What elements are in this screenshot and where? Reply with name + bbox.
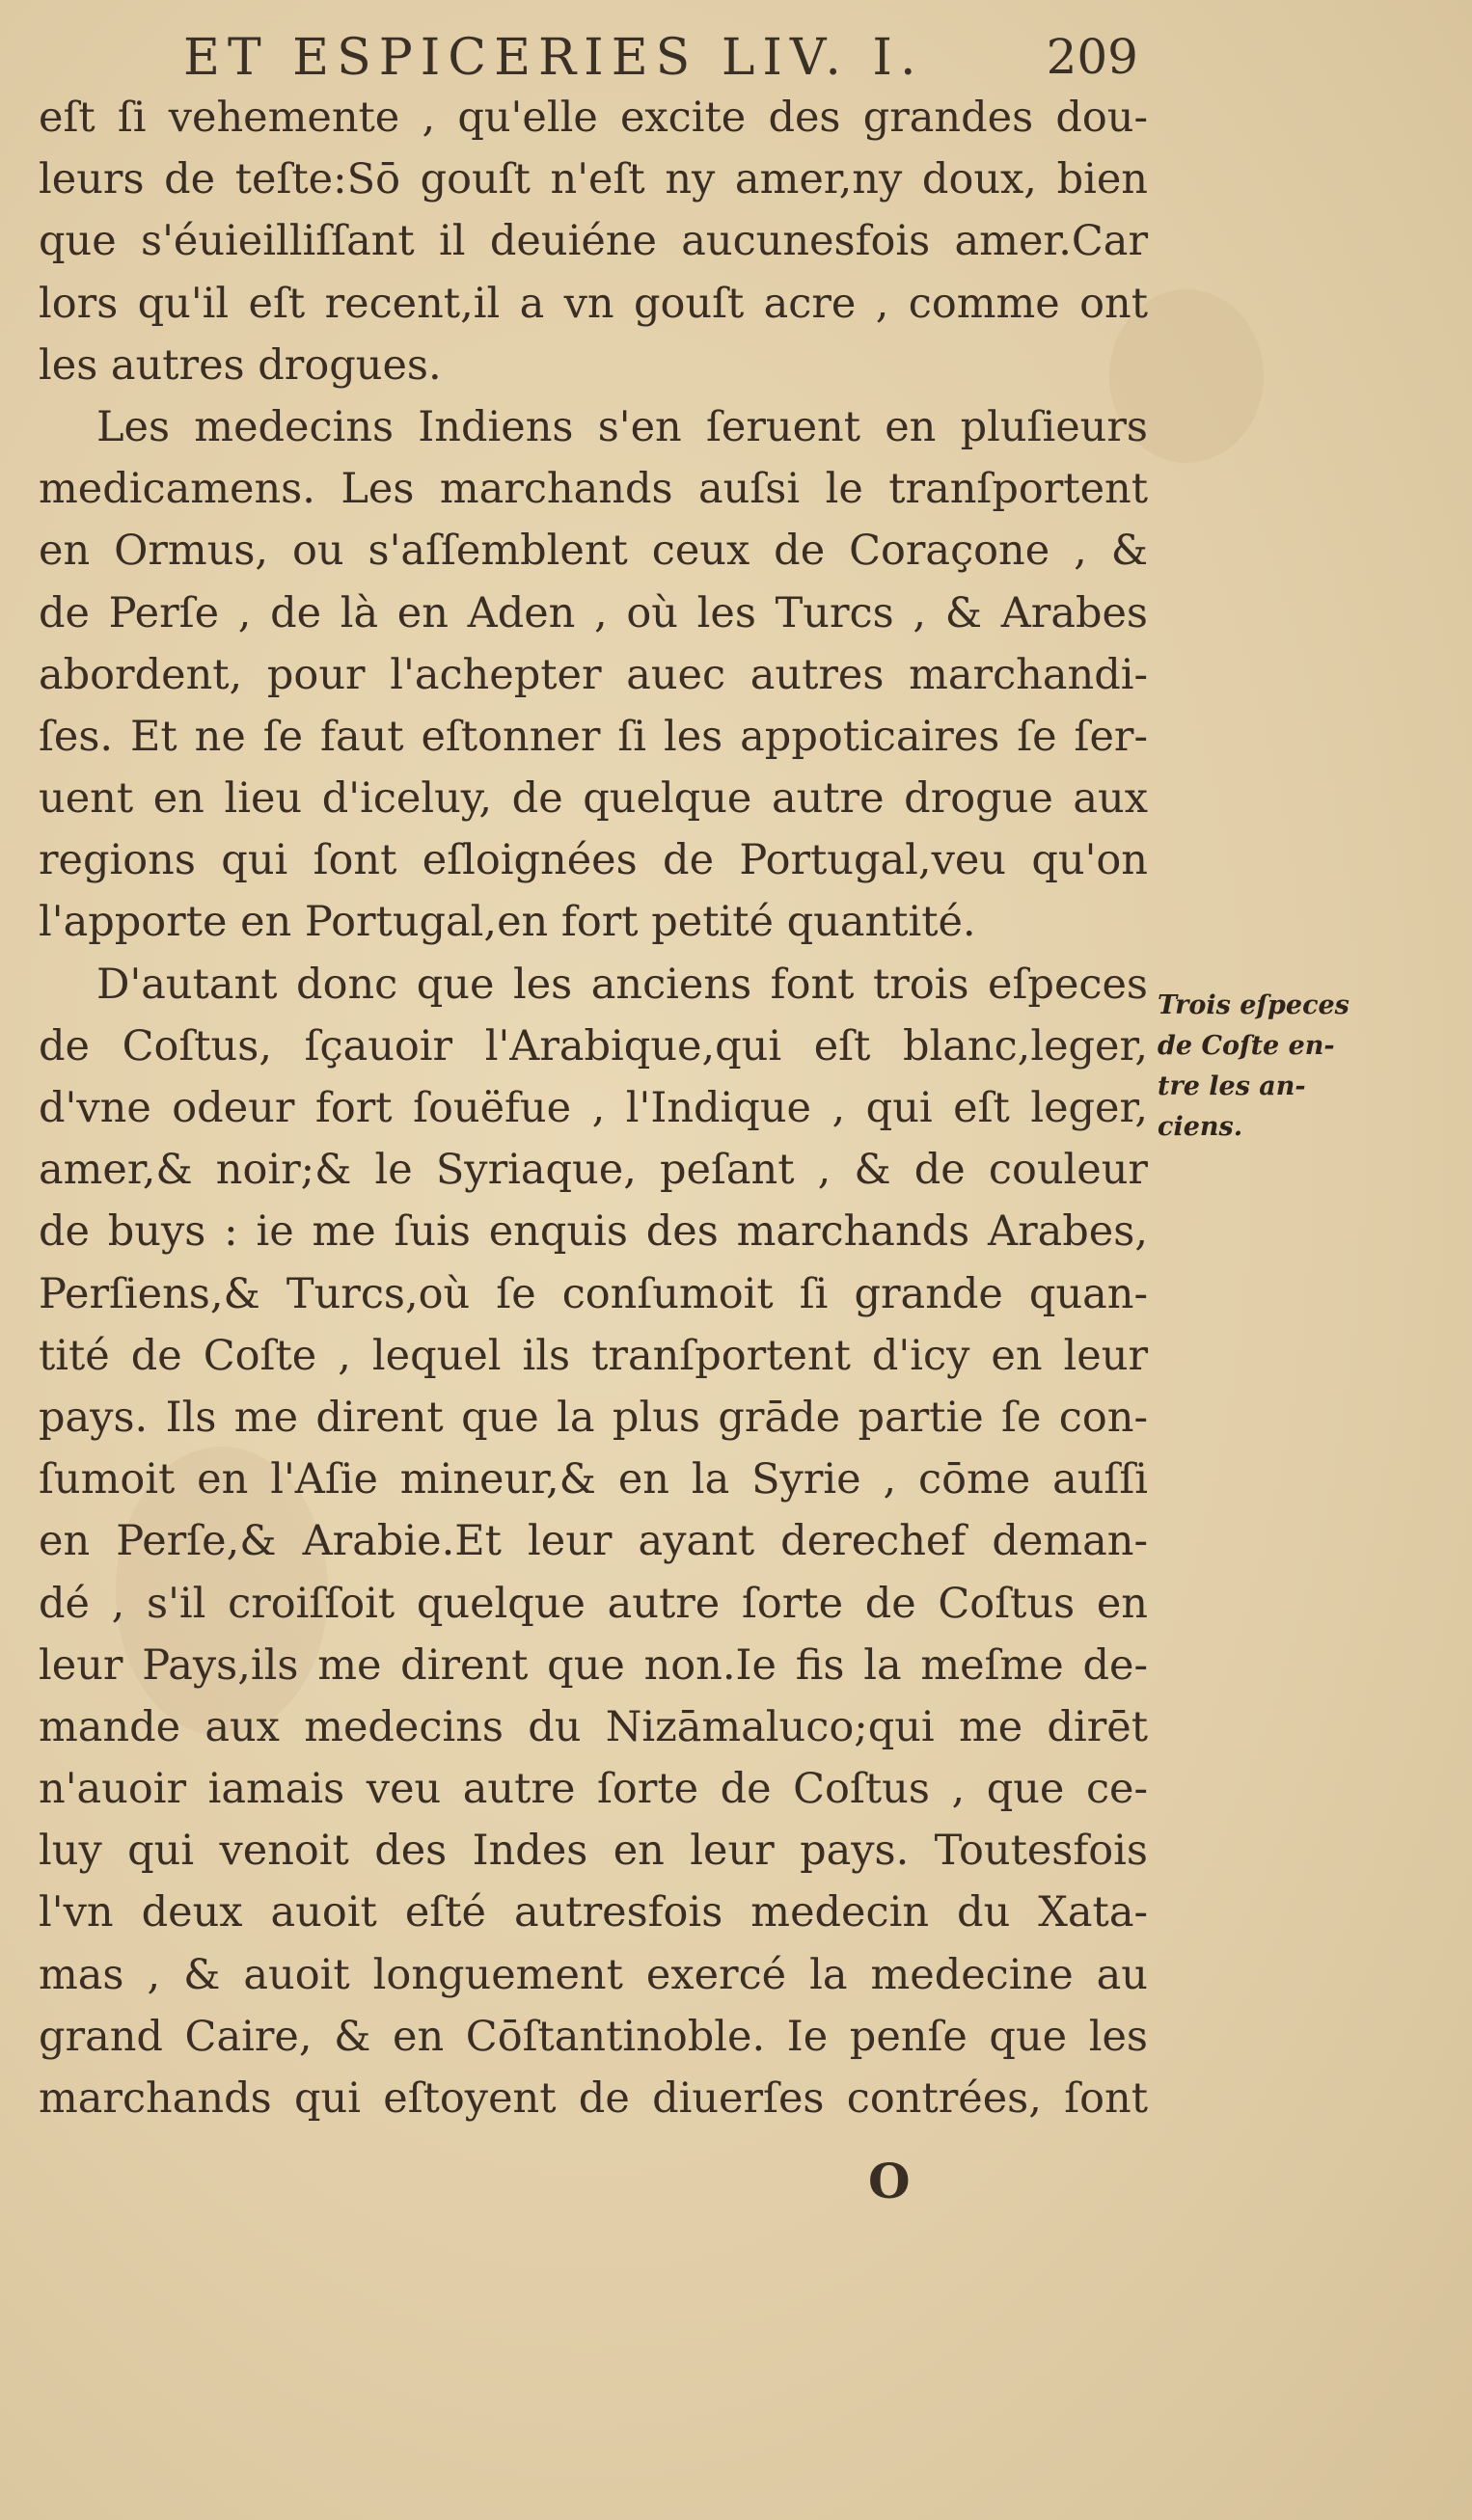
margin-note-line: tre les an- [1158,1071,1306,1101]
text-line: leur Pays,ils me dirent que non.Ie fis la meſme de- [39,1640,1148,1690]
margin-note [1158,986,1457,1148]
text-line: Perſiens,& Turcs,où ſe conſumoit ſi grande quan- [39,1269,1148,1318]
text-line: l'apporte en Portugal,en fort petité quantité. [39,898,976,947]
text-line: de buys : ie me ſuis enquis des marchands Arabes, [39,1207,1148,1257]
text-line: que s'éuieilliſſant il deuiéne aucunesfois amer.Car [39,217,1148,266]
text-line: de Coſtus, ſçauoir l'Arabique,qui eſt blanc,leger, [39,1021,1148,1070]
text-line: regions qui ſont eſloignées de Portugal,veu qu'on [39,836,1148,885]
text-line: marchands qui eſtoyent de diuerſes contrées, ſont [39,2074,1148,2123]
text-line: en Ormus, ou s'aſſemblent ceux de Coraçone , & [39,527,1148,576]
running-title: ET ESPICERIES LIV. I. [183,29,924,87]
text-line: medicamens. Les marchands auſsi le tranſportent [39,465,1148,514]
text-line: luy qui venoit des Indes en leur pays. Toutesfois [39,1827,1148,1876]
text-line: dé , s'il croiſſoit quelque autre ſorte de Coſtus en [39,1579,1148,1628]
text-line: leurs de teſte:Sō gouſt n'eſt ny amer,ny doux, bien [39,155,1148,204]
text-line: lors qu'il eſt recent,il a vn gouſt acre , comme ont [39,279,1148,328]
text-line: amer,& noir;& le Syriaque, peſant , & de couleur [39,1146,1148,1195]
text-line: de Perſe , de là en Aden , où les Turcs , & Arabes [39,588,1148,637]
page-number: 209 [1046,29,1138,85]
text-line: uent en lieu d'iceluy, de quelque autre drogue aux [39,774,1148,824]
text-line: mande aux medecins du Nizāmaluco;qui me dirēt [39,1702,1148,1751]
margin-note-line: Trois eſpeces [1158,990,1349,1020]
text-line: tité de Coſte , lequel ils tranſportent d'icy en leur [39,1331,1148,1380]
text-line: d'vne odeur fort ſouëfue , l'Indique , qui eſt leger, [39,1084,1148,1132]
text-line: pays. Ils me dirent que la plus grāde partie ſe con- [39,1393,1148,1442]
text-line: en Perſe,& Arabie.Et leur ayant derechef deman- [39,1517,1148,1566]
margin-note-line: de Coſte en- [1158,1031,1335,1061]
text-line: grand Caire, & en Cōſtantinoble. Ie penſe que les [39,2012,1148,2061]
text-line: n'auoir iamais veu autre ſorte de Coſtus , que ce- [39,1765,1148,1814]
text-line: D'autant donc que les anciens font trois eſpeces [96,960,1148,1009]
text-line: ſes. Et ne ſe faut eſtonner ſi les appoticaires ſe ſer- [39,712,1148,761]
text-line: eſt ſi vehemente , qu'elle excite des grandes dou- [39,94,1148,142]
text-line: Les medecins Indiens s'en ſeruent en pluſieurs [96,402,1148,451]
text-line: abordent, pour l'achepter auec autres marchandi- [39,650,1148,699]
text-line: mas , & auoit longuement exercé la medecine au [39,1950,1148,1999]
text-line: l'vn deux auoit eſté autresfois medecin du Xata- [39,1888,1148,1937]
text-line: ſumoit en l'Aſie mineur,& en la Syrie , cōme auſſi [39,1455,1148,1504]
body-text [39,87,1148,2129]
text-line: les autres drogues. [39,340,442,390]
signature-mark: O [868,2153,911,2209]
margin-note-line: ciens. [1158,1112,1243,1142]
